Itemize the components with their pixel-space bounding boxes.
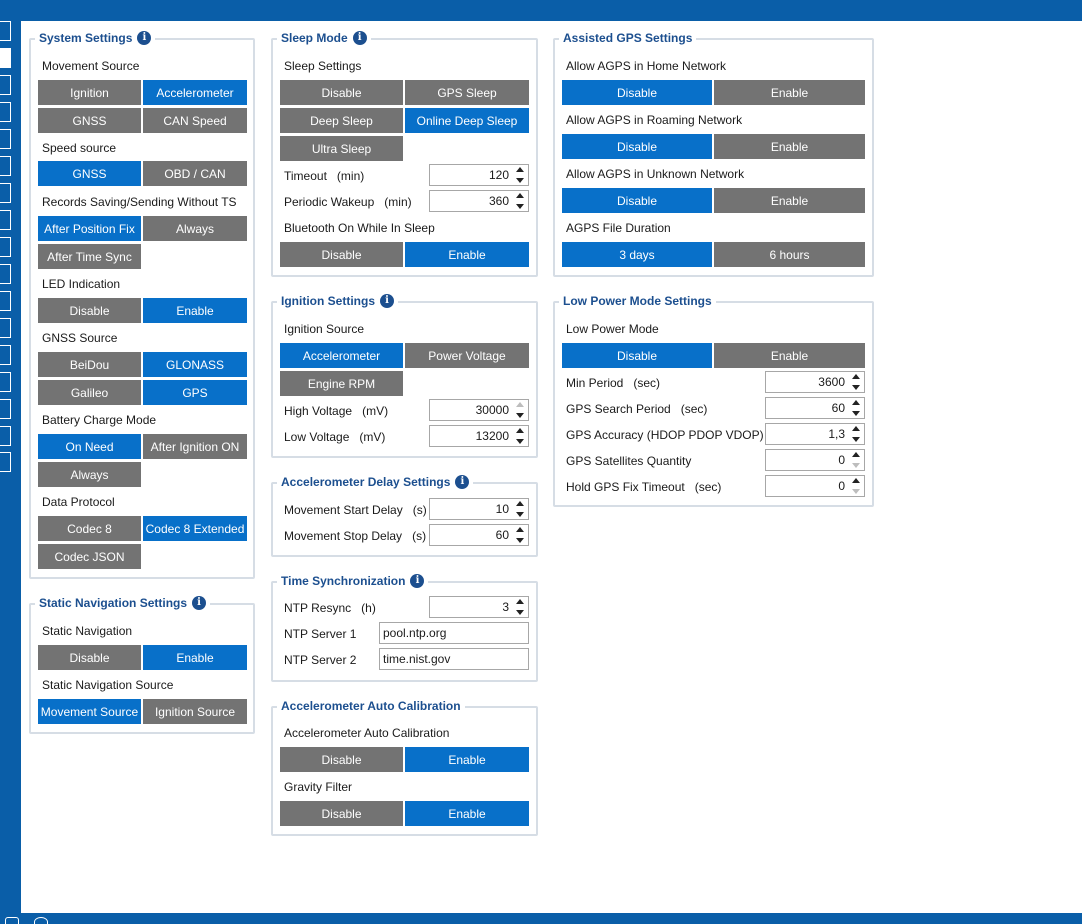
spinner[interactable]	[514, 527, 525, 543]
movement-source-label: Movement Source	[42, 59, 140, 73]
arrow-up-icon[interactable]	[852, 400, 860, 405]
ntp-resync-label: NTP Resync (h)	[284, 601, 376, 615]
agps-3-days-option[interactable]: 3 days	[562, 242, 712, 267]
gps-accuracy-input[interactable]: 1,3	[765, 423, 865, 445]
battery-always-option[interactable]: Always	[38, 462, 141, 487]
arrow-down-icon[interactable]	[516, 439, 524, 444]
hold-gps-fix-label: Hold GPS Fix Timeout (sec)	[566, 480, 722, 494]
arrow-up-icon[interactable]	[516, 599, 524, 604]
spinner[interactable]	[514, 501, 525, 517]
ntp-resync-input[interactable]: 3	[429, 596, 529, 618]
calibration-disable-option[interactable]: Disable	[280, 747, 403, 772]
spinner[interactable]	[850, 426, 861, 442]
spinner[interactable]	[850, 452, 861, 468]
online-deep-sleep-option[interactable]: Online Deep Sleep	[405, 108, 529, 133]
info-icon[interactable]: i	[455, 475, 469, 489]
group-title: Ignition Settings i	[277, 292, 398, 310]
arrow-down-icon[interactable]	[516, 204, 524, 209]
sidebar-tab[interactable]	[0, 372, 11, 392]
gps-sleep-option[interactable]: GPS Sleep	[405, 80, 529, 105]
hold-gps-fix-input[interactable]: 0	[765, 475, 865, 497]
spinner[interactable]	[514, 599, 525, 615]
bluetooth-sleep-label: Bluetooth On While In Sleep	[284, 221, 435, 235]
agps-unknown-label: Allow AGPS in Unknown Network	[566, 167, 745, 181]
battery-charge-label: Battery Charge Mode	[42, 413, 157, 427]
sidebar-tab[interactable]	[0, 264, 11, 284]
sleep-disable-option[interactable]: Disable	[280, 80, 403, 105]
deep-sleep-option[interactable]: Deep Sleep	[280, 108, 403, 133]
agps-home-disable-option[interactable]: Disable	[562, 80, 712, 105]
spinner[interactable]	[514, 428, 525, 444]
ignition-accelerometer-option[interactable]: Accelerometer	[280, 343, 403, 368]
arrow-down-icon[interactable]	[516, 178, 524, 183]
group-title: Accelerometer Auto Calibration	[277, 697, 465, 715]
group-title: Static Navigation Settings i	[35, 594, 210, 612]
gps-accuracy-label: GPS Accuracy (HDOP PDOP VDOP)	[566, 428, 764, 442]
led-enable-option[interactable]: Enable	[143, 298, 247, 323]
spinner[interactable]	[850, 400, 861, 416]
speed-source-label: Speed source	[42, 141, 117, 155]
records-label: Records Saving/Sending Without TS	[42, 195, 237, 209]
group-title: Accelerometer Delay Settings i	[277, 473, 473, 491]
can-speed-option[interactable]: CAN Speed	[143, 108, 247, 133]
codec-json-option[interactable]: Codec JSON	[38, 544, 141, 569]
led-indication-label: LED Indication	[42, 277, 121, 291]
obd-can-option[interactable]: OBD / CAN	[143, 161, 247, 186]
spinner[interactable]	[850, 478, 861, 494]
agps-home-enable-option[interactable]: Enable	[714, 80, 865, 105]
arrow-up-icon[interactable]	[852, 452, 860, 457]
arrow-down-icon[interactable]	[852, 437, 860, 442]
low-power-disable-option[interactable]: Disable	[562, 343, 712, 368]
movement-source-option[interactable]: Movement Source	[38, 699, 141, 724]
sidebar-tab[interactable]	[0, 102, 11, 122]
bluetooth-enable-option[interactable]: Enable	[405, 242, 529, 267]
data-protocol-label: Data Protocol	[42, 495, 115, 509]
low-power-enable-option[interactable]: Enable	[714, 343, 865, 368]
group-title: Assisted GPS Settings	[559, 29, 696, 47]
ignition-option[interactable]: Ignition	[38, 80, 141, 105]
sidebar-tab[interactable]	[0, 318, 11, 338]
calibration-enable-option[interactable]: Enable	[405, 747, 529, 772]
arrow-up-icon[interactable]	[516, 193, 524, 198]
after-time-sync-option[interactable]: After Time Sync	[38, 244, 141, 269]
status-bar	[0, 913, 1082, 924]
spinner[interactable]	[514, 402, 525, 418]
periodic-wakeup-label: Periodic Wakeup (min)	[284, 195, 412, 209]
arrow-down-icon[interactable]	[516, 538, 524, 543]
gnss-speed-option[interactable]: GNSS	[38, 161, 141, 186]
sidebar-tab[interactable]	[0, 210, 11, 230]
gps-option[interactable]: GPS	[143, 380, 247, 405]
group-title: Time Synchronization i	[277, 572, 428, 590]
agps-roaming-enable-option[interactable]: Enable	[714, 134, 865, 159]
gps-search-period-label: GPS Search Period (sec)	[566, 402, 708, 416]
agps-home-label: Allow AGPS in Home Network	[566, 59, 727, 73]
codec-8-option[interactable]: Codec 8	[38, 516, 141, 541]
sidebar-tab[interactable]	[0, 156, 11, 176]
ignition-source-option[interactable]: Ignition Source	[143, 699, 247, 724]
sidebar-tab[interactable]	[0, 75, 11, 95]
arrow-up-icon[interactable]	[516, 527, 524, 532]
codec-8-extended-option[interactable]: Codec 8 Extended	[143, 516, 247, 541]
spinner[interactable]	[850, 374, 861, 390]
arrow-down-icon[interactable]	[516, 413, 524, 418]
glonass-option[interactable]: GLONASS	[143, 352, 247, 377]
arrow-up-icon[interactable]	[516, 428, 524, 433]
agps-unknown-disable-option[interactable]: Disable	[562, 188, 712, 213]
arrow-up-icon[interactable]	[516, 501, 524, 506]
ntp-server-2-input[interactable]: time.nist.gov	[379, 648, 529, 670]
static-nav-source-label: Static Navigation Source	[42, 678, 174, 692]
movement-start-delay-label: Movement Start Delay (s)	[284, 503, 427, 517]
static-nav-disable-option[interactable]: Disable	[38, 645, 141, 670]
ntp-server-1-input[interactable]: pool.ntp.org	[379, 622, 529, 644]
info-icon[interactable]: i	[192, 596, 206, 610]
low-voltage-input[interactable]: 13200	[429, 425, 529, 447]
info-icon[interactable]: i	[380, 294, 394, 308]
accelerometer-option[interactable]: Accelerometer	[143, 80, 247, 105]
group-title: Low Power Mode Settings	[559, 292, 716, 310]
group-title: System Settings i	[35, 29, 155, 47]
arrow-down-icon[interactable]	[516, 610, 524, 615]
sidebar-tab[interactable]	[0, 21, 11, 41]
power-voltage-option[interactable]: Power Voltage	[405, 343, 529, 368]
arrow-down-icon[interactable]	[852, 385, 860, 390]
info-icon[interactable]: i	[410, 574, 424, 588]
arrow-up-icon[interactable]	[852, 426, 860, 431]
low-voltage-label: Low Voltage (mV)	[284, 430, 386, 444]
agps-6-hours-option[interactable]: 6 hours	[714, 242, 865, 267]
gravity-enable-option[interactable]: Enable	[405, 801, 529, 826]
arrow-up-icon[interactable]	[516, 167, 524, 172]
ignition-source-label: Ignition Source	[284, 322, 365, 336]
periodic-wakeup-input[interactable]: 360	[429, 190, 529, 212]
sidebar-tab[interactable]	[0, 183, 11, 203]
arrow-down-icon[interactable]	[852, 463, 860, 468]
high-voltage-label: High Voltage (mV)	[284, 404, 389, 418]
sidebar-tab[interactable]	[0, 237, 11, 257]
always-option[interactable]: Always	[143, 216, 247, 241]
sidebar-tab[interactable]	[0, 399, 11, 419]
sidebar-tab[interactable]	[0, 452, 11, 472]
gravity-disable-option[interactable]: Disable	[280, 801, 403, 826]
arrow-down-icon[interactable]	[516, 512, 524, 517]
gps-satellites-label: GPS Satellites Quantity	[566, 454, 692, 468]
top-bar	[0, 0, 1082, 21]
movement-start-delay-input[interactable]: 10	[429, 498, 529, 520]
ultra-sleep-option[interactable]: Ultra Sleep	[280, 136, 403, 161]
static-navigation-label: Static Navigation	[42, 624, 133, 638]
sidebar-tab[interactable]	[0, 291, 11, 311]
info-icon[interactable]: i	[137, 31, 151, 45]
sidebar-tab[interactable]	[0, 129, 11, 149]
arrow-up-icon[interactable]	[852, 478, 860, 483]
sidebar-tab[interactable]	[0, 345, 11, 365]
low-power-mode-label: Low Power Mode	[566, 322, 659, 336]
info-icon[interactable]: i	[353, 31, 367, 45]
min-period-label: Min Period (sec)	[566, 376, 661, 390]
movement-stop-delay-label: Movement Stop Delay (s)	[284, 529, 427, 543]
beidou-option[interactable]: BeiDou	[38, 352, 141, 377]
timeout-label: Timeout (min)	[284, 169, 365, 183]
gnss-source-label: GNSS Source	[42, 331, 118, 345]
gps-satellites-input[interactable]: 0	[765, 449, 865, 471]
min-period-input[interactable]: 3600	[765, 371, 865, 393]
auto-calibration-label: Accelerometer Auto Calibration	[284, 726, 450, 740]
arrow-up-icon[interactable]	[852, 374, 860, 379]
engine-rpm-option[interactable]: Engine RPM	[280, 371, 403, 396]
ntp-server-1-label: NTP Server 1	[284, 627, 357, 641]
gravity-filter-label: Gravity Filter	[284, 780, 353, 794]
ntp-server-2-label: NTP Server 2	[284, 653, 357, 667]
bluetooth-disable-option[interactable]: Disable	[280, 242, 403, 267]
gps-search-period-input[interactable]: 60	[765, 397, 865, 419]
arrow-down-icon[interactable]	[852, 489, 860, 494]
group-title: Sleep Mode i	[277, 29, 371, 47]
arrow-down-icon[interactable]	[852, 411, 860, 416]
spinner[interactable]	[514, 193, 525, 209]
agps-unknown-enable-option[interactable]: Enable	[714, 188, 865, 213]
after-ignition-on-option[interactable]: After Ignition ON	[143, 434, 247, 459]
timeout-input[interactable]: 120	[429, 164, 529, 186]
sidebar-tab-active[interactable]	[0, 48, 11, 68]
high-voltage-input[interactable]: 30000	[429, 399, 529, 421]
arrow-up-icon[interactable]	[516, 402, 524, 407]
device-icon[interactable]	[5, 917, 19, 924]
sidebar-tab[interactable]	[0, 426, 11, 446]
sleep-settings-label: Sleep Settings	[284, 59, 362, 73]
on-need-option[interactable]: On Need	[38, 434, 141, 459]
galileo-option[interactable]: Galileo	[38, 380, 141, 405]
movement-stop-delay-input[interactable]: 60	[429, 524, 529, 546]
gnss-option[interactable]: GNSS	[38, 108, 141, 133]
static-nav-enable-option[interactable]: Enable	[143, 645, 247, 670]
led-disable-option[interactable]: Disable	[38, 298, 141, 323]
agps-duration-label: AGPS File Duration	[566, 221, 671, 235]
after-position-fix-option[interactable]: After Position Fix	[38, 216, 141, 241]
agps-roaming-label: Allow AGPS in Roaming Network	[566, 113, 743, 127]
connection-icon[interactable]	[34, 917, 48, 924]
agps-roaming-disable-option[interactable]: Disable	[562, 134, 712, 159]
spinner[interactable]	[514, 167, 525, 183]
